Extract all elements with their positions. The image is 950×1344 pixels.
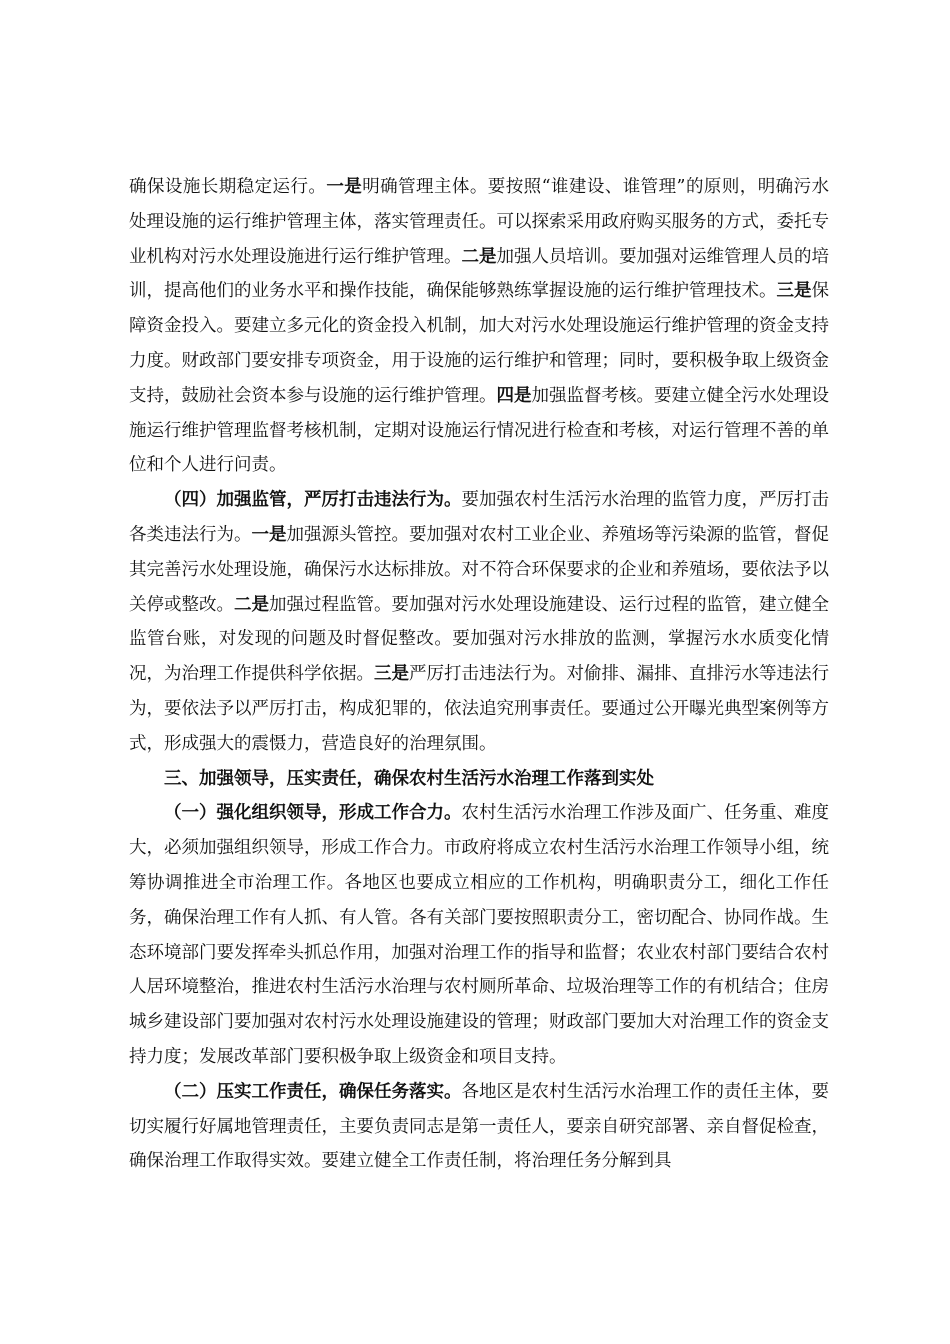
keyword-third: 三是 xyxy=(776,281,812,302)
paragraph-organization xyxy=(129,796,829,1074)
text-run: 加强人员培训。要加强对运维管理人员的培训，提高他们的业务水平和操作技能，确保能够熟练掌握设施的运行维护管理技术。 xyxy=(129,246,829,302)
text-run: 明确管理主体。要按照“谁建设、谁管理”的原则，明确污水处理设施的运行维护管理主体，落实管理责任。可以探索采用政府购买服务的方式，委托专业机构对污水处理设施进行运行维护管理。 xyxy=(129,177,830,267)
paragraph-responsibility xyxy=(129,1075,829,1179)
paragraph-title: （四）加强监管，严厉打击违法行为。 xyxy=(164,490,462,511)
text-run: 要加强农村生活污水治理的监管力度，严厉打击各类违法行为。 xyxy=(129,490,829,545)
text-run: 加强源头管控。要加强对农村工业企业、养殖场等污染源的监管，督促其完善污水处理设施，确保污水达标排放。对不符合环保要求的企业和养殖场，要依法予以关停或整改。 xyxy=(129,524,829,615)
keyword-fourth: 四是 xyxy=(496,385,532,406)
document-body xyxy=(129,170,829,1179)
paragraph-operation-maintenance xyxy=(129,170,829,483)
text-run: 加强过程监管。要加强对污水处理设施建设、运行过程的监管，建立健全监管台账，对发现的问题及时督促整改。要加强对污水排放的监测，掌握污水水质变化情况，为治理工作提供科学依据。 xyxy=(129,594,829,685)
keyword-second: 二是 xyxy=(234,594,269,615)
text-run: 严厉打击违法行为。对偷排、漏排、直排污水等违法行为，要依法予以严厉打击，构成犯罪的，依法追究刑事责任。要通过公开曝光典型案例等方式，形成强大的震慑力，营造良好的治理氛围。 xyxy=(129,664,829,754)
section-heading: 三、加强领导，压实责任，确保农村生活污水治理工作落到实处 xyxy=(164,768,654,789)
text-run: 确保设施长期稳定运行。 xyxy=(129,177,327,197)
keyword-third: 三是 xyxy=(374,664,409,685)
text-run: 保障资金投入。要建立多元化的资金投入机制，加大对污水处理设施运行维护管理的资金支持力度。财政部门要安排专项资金，用于设施的运行维护和管理；同时，要积极争取上级资金支持，鼓励社会资本参与设施的运行维护管理。 xyxy=(129,281,829,406)
text-run: 农村生活污水治理工作涉及面广、任务重、难度大，必须加强组织领导，形成工作合力。市政府将成立农村生活污水治理工作领导小组，统筹协调推进全市治理工作。各地区也要成立相应的工作机构，明确职责分工，细化工作任务，确保治理工作有人抓、有人管。各有关部门要按照职责分工，密切配合、协同作战。生态环境部门要发挥牵头抓总作用，加强对治理工作的指导和监督；农业农村部门要结合农村人居环境整治，推进农村生活污水治理与农村厕所革命、垃圾治理等工作的有机结合；住房城乡建设部门要加强对农村污水处理设施建设的管理；财政部门要加大对治理工作的资金支持力度；发展改革部门要积极争取上级资金和项目支持。 xyxy=(129,803,829,1067)
keyword-first: 一是 xyxy=(251,524,287,545)
text-run: 各地区是农村生活污水治理工作的责任主体，要切实履行好属地管理责任，主要负责同志是第一责任人，要亲自研究部署、亲自督促检查，确保治理工作取得实效。要建立健全工作责任制，将治理任务分解到具 xyxy=(129,1081,829,1172)
text-run: 加强监督考核。要建立健全污水处理设施运行维护管理监督考核机制，定期对设施运行情况进行检查和考核，对运行管理不善的单位和个人进行问责。 xyxy=(129,385,829,476)
paragraph-title: （二）压实工作责任，确保任务落实。 xyxy=(164,1081,462,1102)
paragraph-title: （一）强化组织领导，形成工作合力。 xyxy=(164,803,462,824)
keyword-first: 一是 xyxy=(326,177,363,197)
paragraph-supervision xyxy=(129,483,829,761)
keyword-second: 二是 xyxy=(461,246,497,267)
